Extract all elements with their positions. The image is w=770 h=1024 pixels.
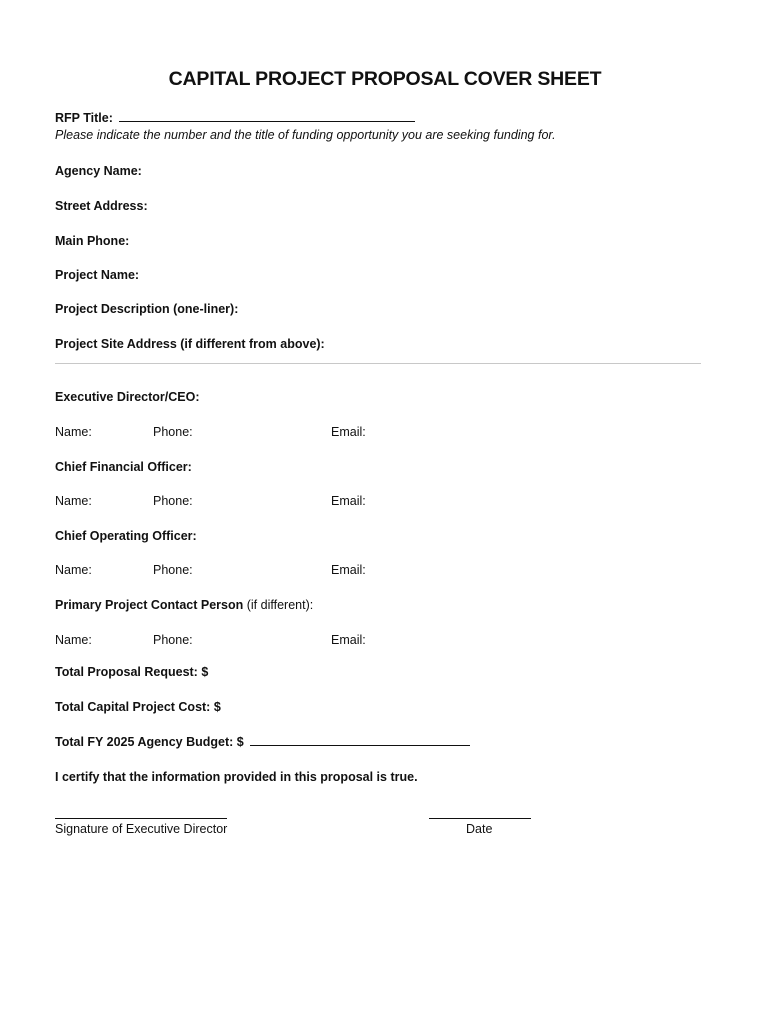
primary-contact-heading (55, 598, 313, 612)
executive-director-heading: Executive Director/CEO: (55, 390, 200, 404)
exec-name-label: Name: (55, 425, 92, 439)
coo-name-label: Name: (55, 563, 92, 577)
project-name-label: Project Name: (55, 268, 140, 282)
primary-phone-label: Phone: (153, 633, 193, 647)
cfo-name-label: Name: (55, 494, 92, 508)
project-site-address-label: Project Site Address (if different from above): (55, 337, 325, 351)
rfp-title-input-line[interactable] (119, 111, 415, 122)
primary-email-label: Email: (331, 633, 366, 647)
certification-statement: I certify that the information provided in this proposal is true. (55, 770, 418, 784)
exec-phone-label: Phone: (153, 425, 193, 439)
coo-email-label: Email: (331, 563, 366, 577)
project-description-label: Project Description (one-liner): (55, 302, 239, 316)
total-capital-cost-label: Total Capital Project Cost: $ (55, 700, 221, 714)
agency-name-label: Agency Name: (55, 164, 142, 178)
primary-name-label: Name: (55, 633, 92, 647)
rfp-title-row (55, 111, 415, 125)
main-phone-label: Main Phone: (55, 234, 130, 248)
agency-budget-label: Total FY 2025 Agency Budget: $ (55, 735, 244, 749)
cfo-heading: Chief Financial Officer: (55, 460, 192, 474)
coo-heading: Chief Operating Officer: (55, 529, 197, 543)
primary-contact-note: (if different): (243, 598, 314, 612)
rfp-instruction: Please indicate the number and the title of funding opportunity you are seeking funding for. (55, 128, 556, 142)
total-proposal-request-label: Total Proposal Request: $ (55, 665, 209, 679)
coo-phone-label: Phone: (153, 563, 193, 577)
street-address-label: Street Address: (55, 199, 148, 213)
page-title: CAPITAL PROJECT PROPOSAL COVER SHEET (168, 68, 602, 90)
exec-email-label: Email: (331, 425, 366, 439)
rfp-title-label: RFP Title: (55, 111, 113, 125)
cfo-email-label: Email: (331, 494, 366, 508)
date-line[interactable] (429, 807, 531, 819)
date-label: Date (466, 822, 493, 836)
primary-contact-label: Primary Project Contact Person (55, 598, 244, 612)
signature-label: Signature of Executive Director (55, 822, 228, 836)
agency-budget-row (55, 735, 470, 749)
section-divider (55, 363, 701, 364)
agency-budget-input-line[interactable] (250, 735, 470, 746)
signature-line[interactable] (55, 807, 227, 819)
cfo-phone-label: Phone: (153, 494, 193, 508)
